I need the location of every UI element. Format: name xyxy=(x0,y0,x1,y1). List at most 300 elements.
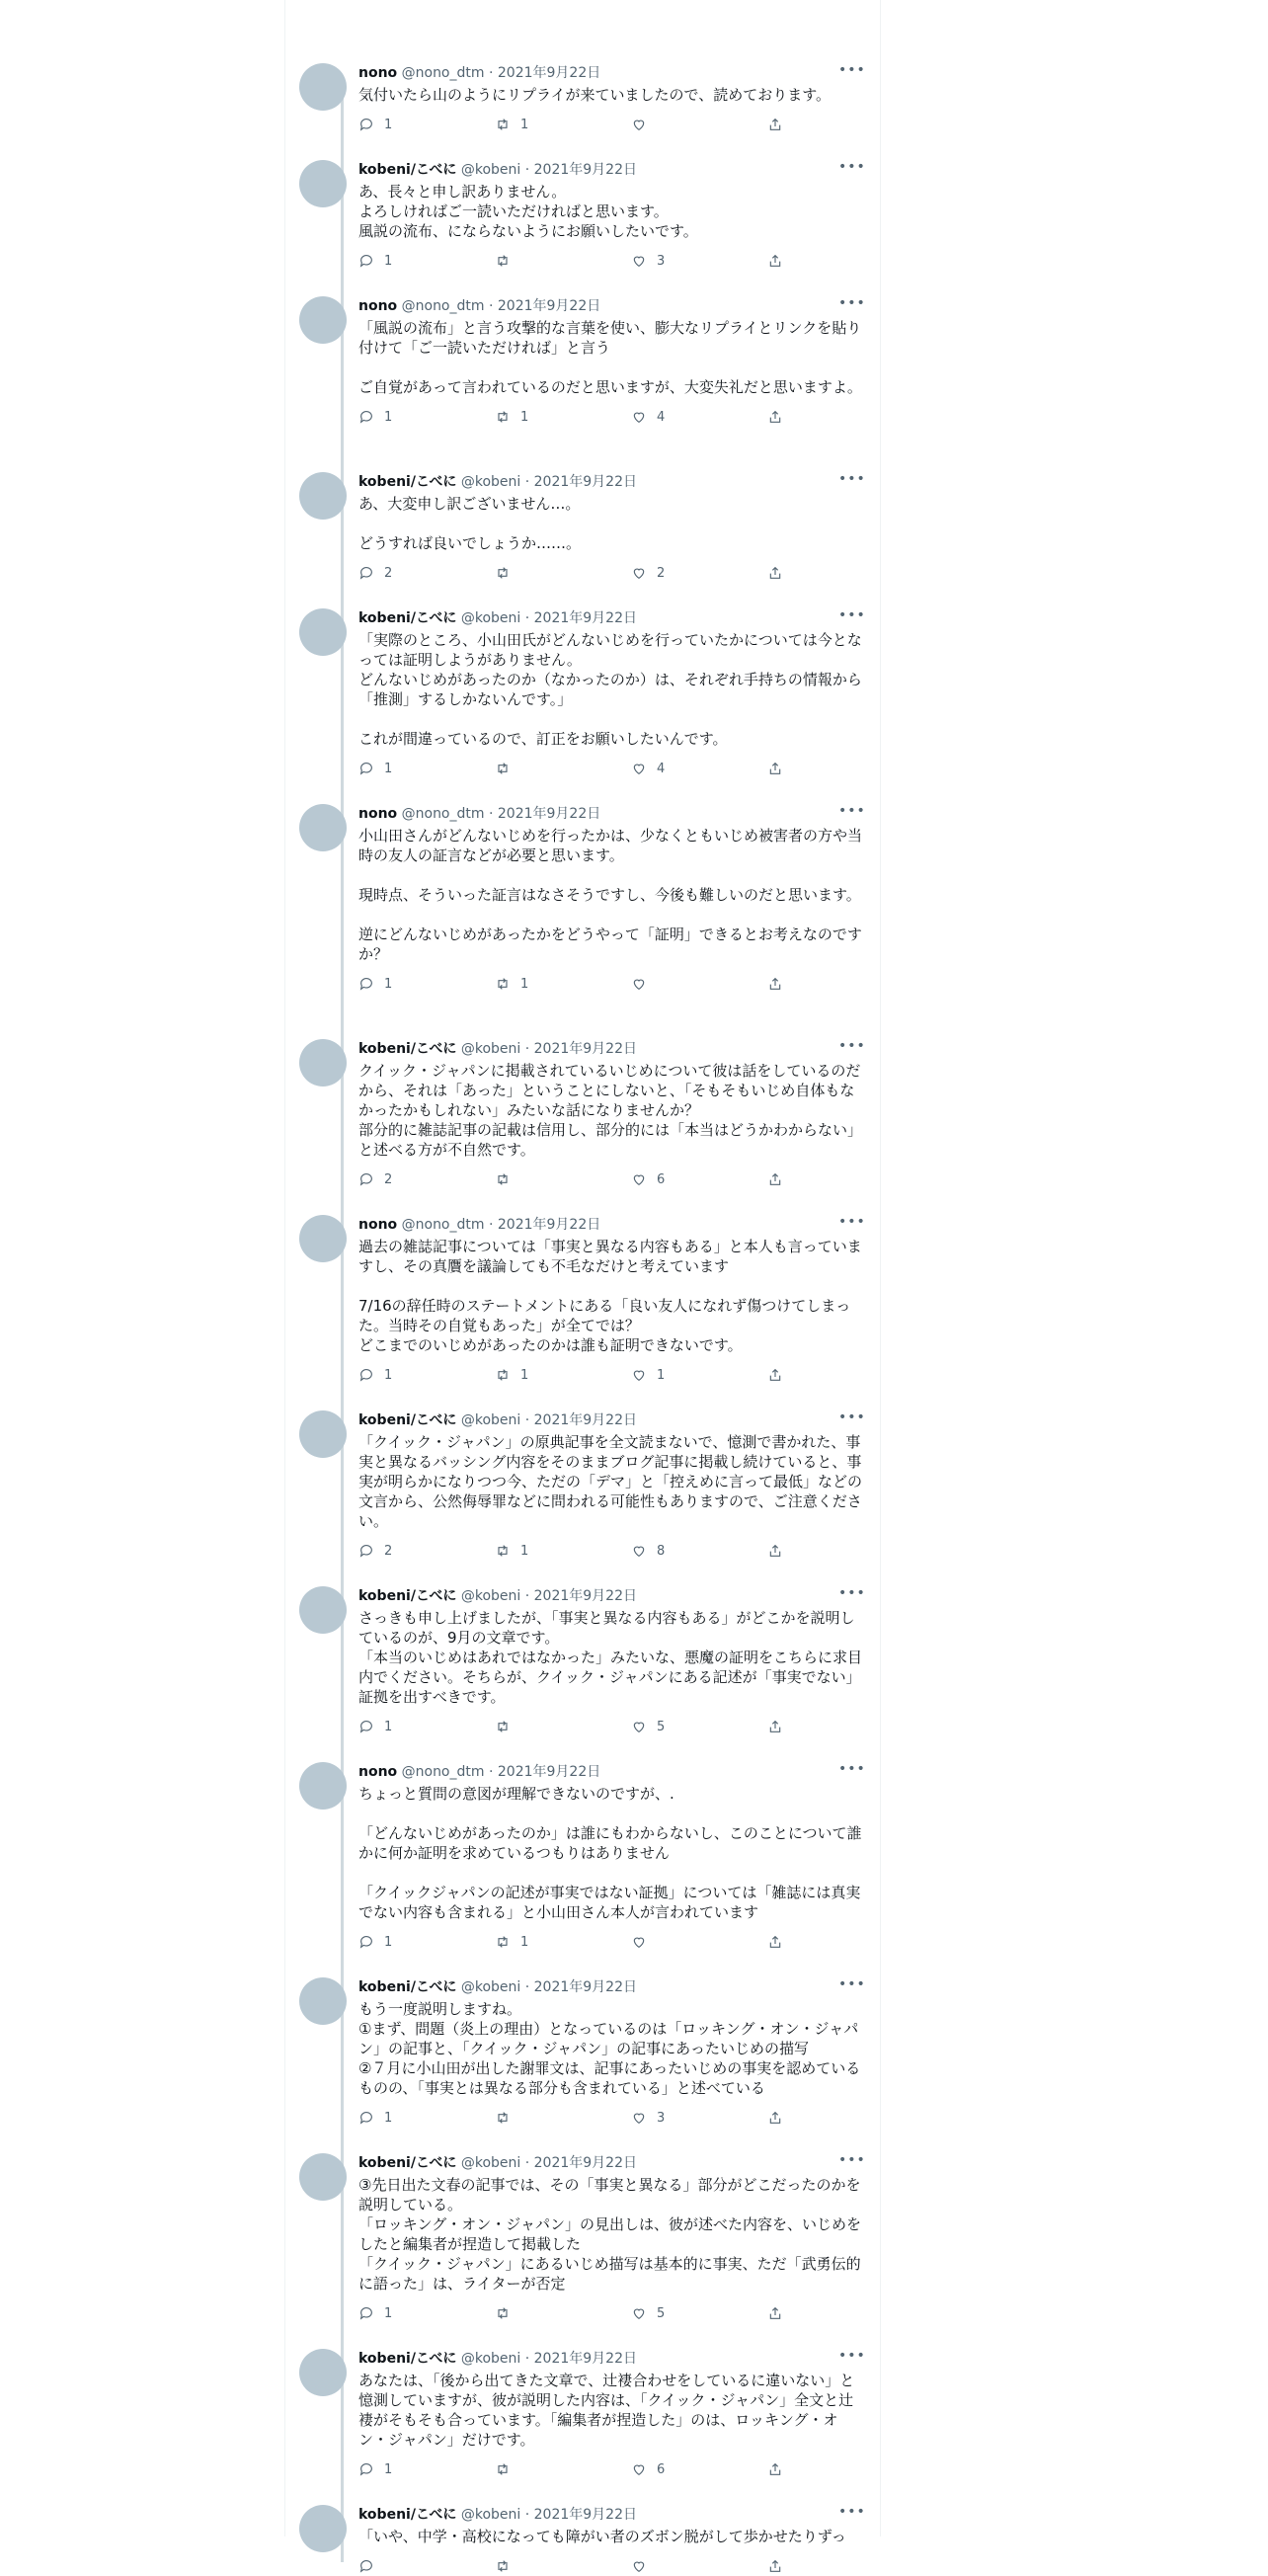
tweet-content xyxy=(358,803,866,994)
tweet-actions xyxy=(358,2556,862,2576)
author-handle[interactable]: @nono_dtm xyxy=(401,1764,485,1780)
retweet-button[interactable] xyxy=(495,974,528,994)
retweet-button[interactable] xyxy=(495,2459,520,2479)
tweet-date[interactable]: 2021年9月22日 xyxy=(497,65,601,81)
avatar[interactable] xyxy=(299,804,347,851)
separator-dot: · xyxy=(524,1979,530,1995)
reply-icon xyxy=(358,2305,374,2321)
author-name[interactable]: nono xyxy=(358,1764,398,1780)
tweet-content xyxy=(358,471,866,583)
tweet-date[interactable]: 2021年9月22日 xyxy=(533,610,637,626)
author-handle[interactable]: @nono_dtm xyxy=(401,1217,485,1233)
retweet-icon xyxy=(495,2305,511,2321)
retweet-button[interactable] xyxy=(495,2108,520,2128)
author-name[interactable]: nono xyxy=(358,65,398,81)
tweet-header xyxy=(358,471,866,492)
reply-count: 1 xyxy=(384,761,393,776)
like-button[interactable] xyxy=(631,2303,665,2323)
tweet-content xyxy=(358,2152,866,2323)
tweet-text: あ、長々と申し訳ありません。 よろしければご一読いただければと思います。 風説の流布、にならないようにお願いしたいです。 xyxy=(358,183,698,240)
share-button[interactable] xyxy=(767,1717,783,1736)
reply-icon xyxy=(358,2110,374,2126)
like-button[interactable] xyxy=(631,1932,657,1952)
share-button[interactable] xyxy=(767,1541,783,1561)
share-button[interactable] xyxy=(767,1365,783,1385)
reply-icon xyxy=(358,1934,374,1950)
retweet-button[interactable] xyxy=(495,115,528,134)
tweet-text: あ、大変申し訳ございません…。 どうすれば良いでしょうか……。 xyxy=(358,495,582,552)
retweet-icon xyxy=(495,1934,511,1950)
like-button[interactable] xyxy=(631,2108,665,2128)
author-name[interactable]: kobeni/こべに xyxy=(358,1979,457,1995)
share-icon xyxy=(767,409,783,425)
tweet-text: 「いや、中学・高校になっても障がい者のズボン脱がして歩かせたりずっ xyxy=(358,2528,846,2545)
tweet-header xyxy=(358,2348,866,2369)
tweet-text: 気付いたら山のようにリプライが来ていましたので、読めております。 xyxy=(358,86,832,104)
share-button[interactable] xyxy=(767,251,783,271)
retweet-count: 1 xyxy=(520,976,529,992)
reply-button[interactable] xyxy=(358,2556,384,2576)
reply-count: 1 xyxy=(384,1367,393,1383)
share-button[interactable] xyxy=(767,563,783,583)
tweet-content xyxy=(358,2504,866,2576)
retweet-count: 1 xyxy=(520,1934,529,1950)
tweet-date[interactable]: 2021年9月22日 xyxy=(497,806,601,822)
heart-icon xyxy=(631,253,647,269)
share-button[interactable] xyxy=(767,115,783,134)
share-button[interactable] xyxy=(767,759,783,778)
tweet-header xyxy=(358,803,866,824)
author-name[interactable]: kobeni/こべに xyxy=(358,2351,457,2367)
like-count: 2 xyxy=(657,565,666,581)
tweet-text: 「実際のところ、小山田氏がどんないじめを行っていたかについては今となっては証明しようがありません。 どんないじめがあったのか（なかったのか）は、それぞれ手持ちの情報から「推測」するしかないんです。」 これが間違っているので、訂正をお願いしたいんです。 xyxy=(358,631,862,748)
separator-dot: · xyxy=(524,2351,530,2367)
retweet-icon xyxy=(495,2461,511,2477)
author-handle[interactable]: @kobeni xyxy=(460,1041,521,1057)
share-icon xyxy=(767,1367,783,1383)
retweet-button[interactable] xyxy=(495,251,520,271)
tweet-date[interactable]: 2021年9月22日 xyxy=(533,2155,637,2171)
avatar[interactable] xyxy=(299,1215,347,1262)
like-count: 6 xyxy=(657,1171,666,1187)
author-name[interactable]: kobeni/こべに xyxy=(358,162,457,178)
heart-icon xyxy=(631,565,647,581)
retweet-icon xyxy=(495,117,511,132)
tweet-header xyxy=(358,1585,866,1606)
author-name[interactable]: kobeni/こべに xyxy=(358,2155,457,2171)
more-options-icon[interactable]: ••• xyxy=(838,2152,866,2168)
share-icon xyxy=(767,117,783,132)
like-button[interactable] xyxy=(631,1717,665,1736)
more-options-icon[interactable]: ••• xyxy=(838,1214,866,1230)
author-handle[interactable]: @kobeni xyxy=(460,2155,521,2171)
tweet-actions xyxy=(358,251,862,271)
share-icon xyxy=(767,2558,783,2574)
author-handle[interactable]: @kobeni xyxy=(460,474,521,490)
tweet-text: ③先日出た文春の記事では、その「事実と異なる」部分がどこだったのかを説明している。 「ロッキング・オン・ジャパン」の見出しは、彼が述べた内容を、いじめをしたと編集者が捏造して掲載した 「クイック・ジャパン」にあるいじめ描写は基本的に事実、ただ「武勇伝的に語った」は、ライターが否定 xyxy=(358,2176,861,2293)
reply-icon xyxy=(358,1719,374,1734)
author-handle[interactable]: @kobeni xyxy=(460,162,521,178)
author-handle[interactable]: @kobeni xyxy=(460,1588,521,1604)
like-button[interactable] xyxy=(631,1541,665,1561)
tweet-actions xyxy=(358,1717,862,1736)
heart-icon xyxy=(631,1934,647,1950)
avatar[interactable] xyxy=(299,2505,347,2552)
reply-icon xyxy=(358,409,374,425)
tweet-text: クイック・ジャパンに掲載されているいじめについて彼は話をしているのだから、それは「あった」ということにしないと、「そもそもいじめ自体もなかったかもしれない」みたいな話になりませんか？ 部分的に雑誌記事の記載は信用し、部分的には「本当はどうかわからない」と述べる方が不自然です。 xyxy=(358,1062,863,1159)
tweet-date[interactable]: 2021年9月22日 xyxy=(533,474,637,490)
retweet-button[interactable] xyxy=(495,1717,520,1736)
heart-icon xyxy=(631,761,647,776)
like-count: 8 xyxy=(657,1543,666,1559)
tweet-content xyxy=(358,2348,866,2479)
separator-dot: · xyxy=(488,65,494,81)
share-icon xyxy=(767,1934,783,1950)
reply-count: 1 xyxy=(384,253,393,269)
tweet-header xyxy=(358,62,866,83)
retweet-button[interactable] xyxy=(495,407,528,427)
like-button[interactable] xyxy=(631,251,665,271)
like-button[interactable] xyxy=(631,759,665,778)
heart-icon xyxy=(631,1543,647,1559)
retweet-count: 1 xyxy=(520,117,529,132)
retweet-icon xyxy=(495,2110,511,2126)
heart-icon xyxy=(631,1367,647,1383)
tweet-date[interactable]: 2021年9月22日 xyxy=(533,1412,637,1428)
more-options-icon[interactable]: ••• xyxy=(838,471,866,487)
like-button[interactable] xyxy=(631,1365,665,1385)
reply-icon xyxy=(358,253,374,269)
share-icon xyxy=(767,2110,783,2126)
separator-dot: · xyxy=(524,2507,530,2523)
reply-icon xyxy=(358,976,374,992)
author-handle[interactable]: @nono_dtm xyxy=(401,806,485,822)
separator-dot: · xyxy=(524,162,530,178)
author-handle[interactable]: @kobeni xyxy=(460,2507,521,2523)
share-button[interactable] xyxy=(767,2108,783,2128)
separator-dot: · xyxy=(488,1217,494,1233)
share-button[interactable] xyxy=(767,2556,783,2576)
share-button[interactable] xyxy=(767,2303,783,2323)
separator-dot: · xyxy=(488,806,494,822)
share-button[interactable] xyxy=(767,407,783,427)
timeline-column xyxy=(284,0,881,2545)
reply-button[interactable] xyxy=(358,1717,392,1736)
share-icon xyxy=(767,1171,783,1187)
retweet-icon xyxy=(495,1719,511,1734)
heart-icon xyxy=(631,2461,647,2477)
author-handle[interactable]: @nono_dtm xyxy=(401,298,485,314)
avatar[interactable] xyxy=(299,1586,347,1634)
retweet-button[interactable] xyxy=(495,1169,520,1189)
author-name[interactable]: nono xyxy=(358,1217,398,1233)
avatar[interactable] xyxy=(299,1039,347,1087)
avatar[interactable] xyxy=(299,2349,347,2396)
reply-icon xyxy=(358,565,374,581)
share-icon xyxy=(767,976,783,992)
reply-count: 1 xyxy=(384,976,393,992)
reply-button[interactable] xyxy=(358,1169,392,1189)
reply-icon xyxy=(358,2558,374,2574)
tweet-content xyxy=(358,1976,866,2128)
author-name[interactable]: kobeni/こべに xyxy=(358,610,457,626)
tweet-content xyxy=(358,1585,866,1736)
tweet-content xyxy=(358,1038,866,1189)
tweet-date[interactable]: 2021年9月22日 xyxy=(533,1979,637,1995)
author-name[interactable]: nono xyxy=(358,806,398,822)
retweet-icon xyxy=(495,1171,511,1187)
tweet-actions xyxy=(358,1541,862,1561)
reply-button[interactable] xyxy=(358,563,392,583)
tweet-text: あなたは、「後から出てきた文章で、辻褄合わせをしているに違いない」と憶測していますが、彼が説明した内容は、「クイック・ジャパン」全文と辻褄がそもそも合っています。「編集者が捏造した」のは、ロッキング・オン・ジャパン」だけです。 xyxy=(358,2372,855,2449)
tweet-header xyxy=(358,2504,866,2525)
author-handle[interactable]: @kobeni xyxy=(460,1979,521,1995)
share-icon xyxy=(767,2461,783,2477)
like-count: 1 xyxy=(657,1367,666,1383)
retweet-button[interactable] xyxy=(495,1365,528,1385)
reply-button[interactable] xyxy=(358,2459,392,2479)
share-button[interactable] xyxy=(767,1169,783,1189)
author-handle[interactable]: @kobeni xyxy=(460,610,521,626)
tweet-date[interactable]: 2021年9月22日 xyxy=(497,1764,601,1780)
author-name[interactable]: kobeni/こべに xyxy=(358,2507,457,2523)
separator-dot: · xyxy=(524,2155,530,2171)
reply-button[interactable] xyxy=(358,251,392,271)
tweet-actions xyxy=(358,1365,862,1385)
author-handle[interactable]: @kobeni xyxy=(460,1412,521,1428)
author-name[interactable]: kobeni/こべに xyxy=(358,1412,457,1428)
tweet-header xyxy=(358,295,866,316)
reply-count: 1 xyxy=(384,1934,393,1950)
share-icon xyxy=(767,253,783,269)
tweet-text: もう一度説明しますね。 ①まず、問題（炎上の理由）となっているのは「ロッキング・オン・ジャパン」の記事と、「クイック・ジャパン」の記事にあったいじめの描写 ②７月に小山田が出した謝罪文は、記事にあったいじめの事実を認めているものの、「事実とは異なる部分も含まれている」と述べている xyxy=(358,2000,861,2097)
more-options-icon[interactable]: ••• xyxy=(838,1976,866,1992)
reply-button[interactable] xyxy=(358,115,392,134)
heart-icon xyxy=(631,2558,647,2574)
reply-icon xyxy=(358,1543,374,1559)
more-options-icon[interactable]: ••• xyxy=(838,2504,866,2520)
heart-icon xyxy=(631,2305,647,2321)
retweet-button[interactable] xyxy=(495,2556,520,2576)
tweet-date[interactable]: 2021年9月22日 xyxy=(533,2507,637,2523)
separator-dot: · xyxy=(524,1588,530,1604)
tweet-date[interactable]: 2021年9月22日 xyxy=(497,298,601,314)
avatar[interactable] xyxy=(299,1762,347,1810)
like-button[interactable] xyxy=(631,563,665,583)
tweet-date[interactable]: 2021年9月22日 xyxy=(533,2351,637,2367)
like-count: 3 xyxy=(657,2110,666,2126)
tweet-header xyxy=(358,2152,866,2173)
avatar[interactable] xyxy=(299,472,347,520)
reply-count: 1 xyxy=(384,1719,393,1734)
author-name[interactable]: kobeni/こべに xyxy=(358,1588,457,1604)
retweet-button[interactable] xyxy=(495,759,520,778)
avatar[interactable] xyxy=(299,160,347,207)
share-icon xyxy=(767,1719,783,1734)
like-button[interactable] xyxy=(631,1169,665,1189)
more-options-icon[interactable]: ••• xyxy=(838,295,866,311)
tweet-text: 過去の雑誌記事については「事実と異なる内容もある」と本人も言っていますし、その真贋を議論しても不毛なだけと考えています 7/16の辞任時のステートメントにある「良い友人になれず傷つけてしまった。当時その自覚もあった」が全てでは？ どこまでのいじめがあったのかは誰も証明できないです。 xyxy=(358,1238,862,1354)
tweet-date[interactable]: 2021年9月22日 xyxy=(497,1217,601,1233)
like-button[interactable] xyxy=(631,115,657,134)
more-options-icon[interactable]: ••• xyxy=(838,2348,866,2364)
author-name[interactable]: kobeni/こべに xyxy=(358,1041,457,1057)
reply-count: 1 xyxy=(384,2305,393,2321)
tweet-content xyxy=(358,295,866,427)
tweet-content xyxy=(358,607,866,778)
tweet-text: 「クイック・ジャパン」の原典記事を全文読まないで、憶測で書かれた、事実と異なるバッシング内容をそのままブログ記事に掲載し続けていると、事実が明らかになりつつ今、ただの「デマ」と「控えめに言って最低」などの文言から、公然侮辱罪などに問われる可能性もありますので、ご注意ください。 xyxy=(358,1433,863,1530)
separator-dot: · xyxy=(524,610,530,626)
like-count: 5 xyxy=(657,2305,666,2321)
tweet-header xyxy=(358,1214,866,1235)
avatar[interactable] xyxy=(299,1977,347,2025)
tweet-actions xyxy=(358,115,862,134)
share-icon xyxy=(767,2305,783,2321)
reply-count: 1 xyxy=(384,2461,393,2477)
retweet-icon xyxy=(495,976,511,992)
retweet-button[interactable] xyxy=(495,2303,520,2323)
retweet-icon xyxy=(495,409,511,425)
like-button[interactable] xyxy=(631,2459,665,2479)
share-icon xyxy=(767,565,783,581)
tweet-actions xyxy=(358,759,862,778)
retweet-count: 1 xyxy=(520,1543,529,1559)
more-options-icon[interactable]: ••• xyxy=(838,1585,866,1601)
retweet-count: 1 xyxy=(520,1367,529,1383)
tweet-actions xyxy=(358,1169,862,1189)
tweet-actions xyxy=(358,2303,862,2323)
reply-count: 1 xyxy=(384,2110,393,2126)
author-handle[interactable]: @kobeni xyxy=(460,2351,521,2367)
retweet-button[interactable] xyxy=(495,1541,528,1561)
reply-count: 2 xyxy=(384,565,393,581)
retweet-count: 1 xyxy=(520,409,529,425)
more-options-icon[interactable]: ••• xyxy=(838,159,866,175)
separator-dot: · xyxy=(524,474,530,490)
more-options-icon[interactable]: ••• xyxy=(838,62,866,78)
tweet-text: ちょっと質問の意図が理解できないのですが、. 「どんないじめがあったのか」は誰にもわからないし、このことについて誰かに何か証明を求めているつもりはありません 「クイックジャパンの記述が事実ではない証拠」については「雑誌には真実でない内容も含まれる」と小山田さん本人が言われています xyxy=(358,1785,862,1921)
tweet-actions xyxy=(358,974,862,994)
like-count: 3 xyxy=(657,253,666,269)
avatar[interactable] xyxy=(299,296,347,344)
like-count: 6 xyxy=(657,2461,666,2477)
reply-icon xyxy=(358,2461,374,2477)
retweet-icon xyxy=(495,761,511,776)
share-button[interactable] xyxy=(767,974,783,994)
retweet-icon xyxy=(495,1543,511,1559)
tweet-date[interactable]: 2021年9月22日 xyxy=(533,162,637,178)
avatar[interactable] xyxy=(299,608,347,656)
tweet-header xyxy=(358,1409,866,1430)
reply-count: 2 xyxy=(384,1543,393,1559)
share-button[interactable] xyxy=(767,1932,783,1952)
tweet-header xyxy=(358,1976,866,1997)
reply-icon xyxy=(358,1171,374,1187)
like-button[interactable] xyxy=(631,2556,657,2576)
heart-icon xyxy=(631,1719,647,1734)
separator-dot: · xyxy=(488,298,494,314)
separator-dot: · xyxy=(488,1764,494,1780)
retweet-button[interactable] xyxy=(495,563,520,583)
tweet-content xyxy=(358,1409,866,1561)
tweet-date[interactable]: 2021年9月22日 xyxy=(533,1588,637,1604)
reply-count: 1 xyxy=(384,117,393,132)
tweet-actions xyxy=(358,563,862,583)
author-handle[interactable]: @nono_dtm xyxy=(401,65,485,81)
reply-button[interactable] xyxy=(358,759,392,778)
reply-button[interactable] xyxy=(358,407,392,427)
reply-button[interactable] xyxy=(358,1932,392,1952)
heart-icon xyxy=(631,117,647,132)
reply-icon xyxy=(358,117,374,132)
like-count: 4 xyxy=(657,409,666,425)
tweet-content xyxy=(358,159,866,271)
retweet-icon xyxy=(495,253,511,269)
reply-button[interactable] xyxy=(358,1541,392,1561)
tweet-actions xyxy=(358,407,862,427)
tweet-actions xyxy=(358,2459,862,2479)
share-icon xyxy=(767,761,783,776)
avatar[interactable] xyxy=(299,1410,347,1458)
tweet-header xyxy=(358,1038,866,1059)
share-icon xyxy=(767,1543,783,1559)
more-options-icon[interactable]: ••• xyxy=(838,803,866,819)
reply-count: 2 xyxy=(384,1171,393,1187)
separator-dot: · xyxy=(524,1041,530,1057)
more-options-icon[interactable]: ••• xyxy=(838,1038,866,1054)
avatar[interactable] xyxy=(299,63,347,111)
tweet-text: 小山田さんがどんないじめを行ったかは、少なくともいじめ被害者の方や当時の友人の証言などが必要と思います。 現時点、そういった証言はなさそうですし、今後も難しいのだと思います。 逆にどんないじめがあったかをどうやって「証明」できるとお考えなのですか？ xyxy=(358,827,863,963)
tweet-actions xyxy=(358,1932,862,1952)
tweet-header xyxy=(358,1761,866,1782)
more-options-icon[interactable]: ••• xyxy=(838,1409,866,1425)
avatar[interactable] xyxy=(299,2153,347,2201)
more-options-icon[interactable]: ••• xyxy=(838,1761,866,1777)
like-count: 4 xyxy=(657,761,666,776)
reply-button[interactable] xyxy=(358,1365,392,1385)
author-name[interactable]: nono xyxy=(358,298,398,314)
tweet-text: さっきも申し上げましたが、「事実と異なる内容もある」がどこかを説明しているのが、9月の文章です。 「本当のいじめはあれではなかった」みたいな、悪魔の証明をこちらに求目内でください。そちらが、クイック・ジャパンにある記述が「事実でない」証拠を出すべきです。 xyxy=(358,1609,863,1706)
more-options-icon[interactable]: ••• xyxy=(838,607,866,623)
share-button[interactable] xyxy=(767,2459,783,2479)
reply-button[interactable] xyxy=(358,974,392,994)
heart-icon xyxy=(631,1171,647,1187)
reply-count: 1 xyxy=(384,409,393,425)
retweet-icon xyxy=(495,1367,511,1383)
tweet-actions xyxy=(358,2108,862,2128)
tweet-date[interactable]: 2021年9月22日 xyxy=(533,1041,637,1057)
like-button[interactable] xyxy=(631,407,665,427)
heart-icon xyxy=(631,2110,647,2126)
heart-icon xyxy=(631,409,647,425)
retweet-button[interactable] xyxy=(495,1932,528,1952)
tweet-content xyxy=(358,1761,866,1952)
tweet-content xyxy=(358,62,866,134)
retweet-icon xyxy=(495,2558,511,2574)
reply-button[interactable] xyxy=(358,2108,392,2128)
like-count: 5 xyxy=(657,1719,666,1734)
reply-button[interactable] xyxy=(358,2303,392,2323)
heart-icon xyxy=(631,976,647,992)
author-name[interactable]: kobeni/こべに xyxy=(358,474,457,490)
tweet-header xyxy=(358,159,866,180)
tweet-header xyxy=(358,607,866,628)
separator-dot: · xyxy=(524,1412,530,1428)
tweet-text: 「風説の流布」と言う攻撃的な言葉を使い、膨大なリプライとリンクを貼り付けて「ご一読いただければ」と言う ご自覚があって言われているのだと思いますが、大変失礼だと思いますよ。 xyxy=(358,319,862,396)
like-button[interactable] xyxy=(631,974,657,994)
reply-icon xyxy=(358,1367,374,1383)
tweet-content xyxy=(358,1214,866,1385)
